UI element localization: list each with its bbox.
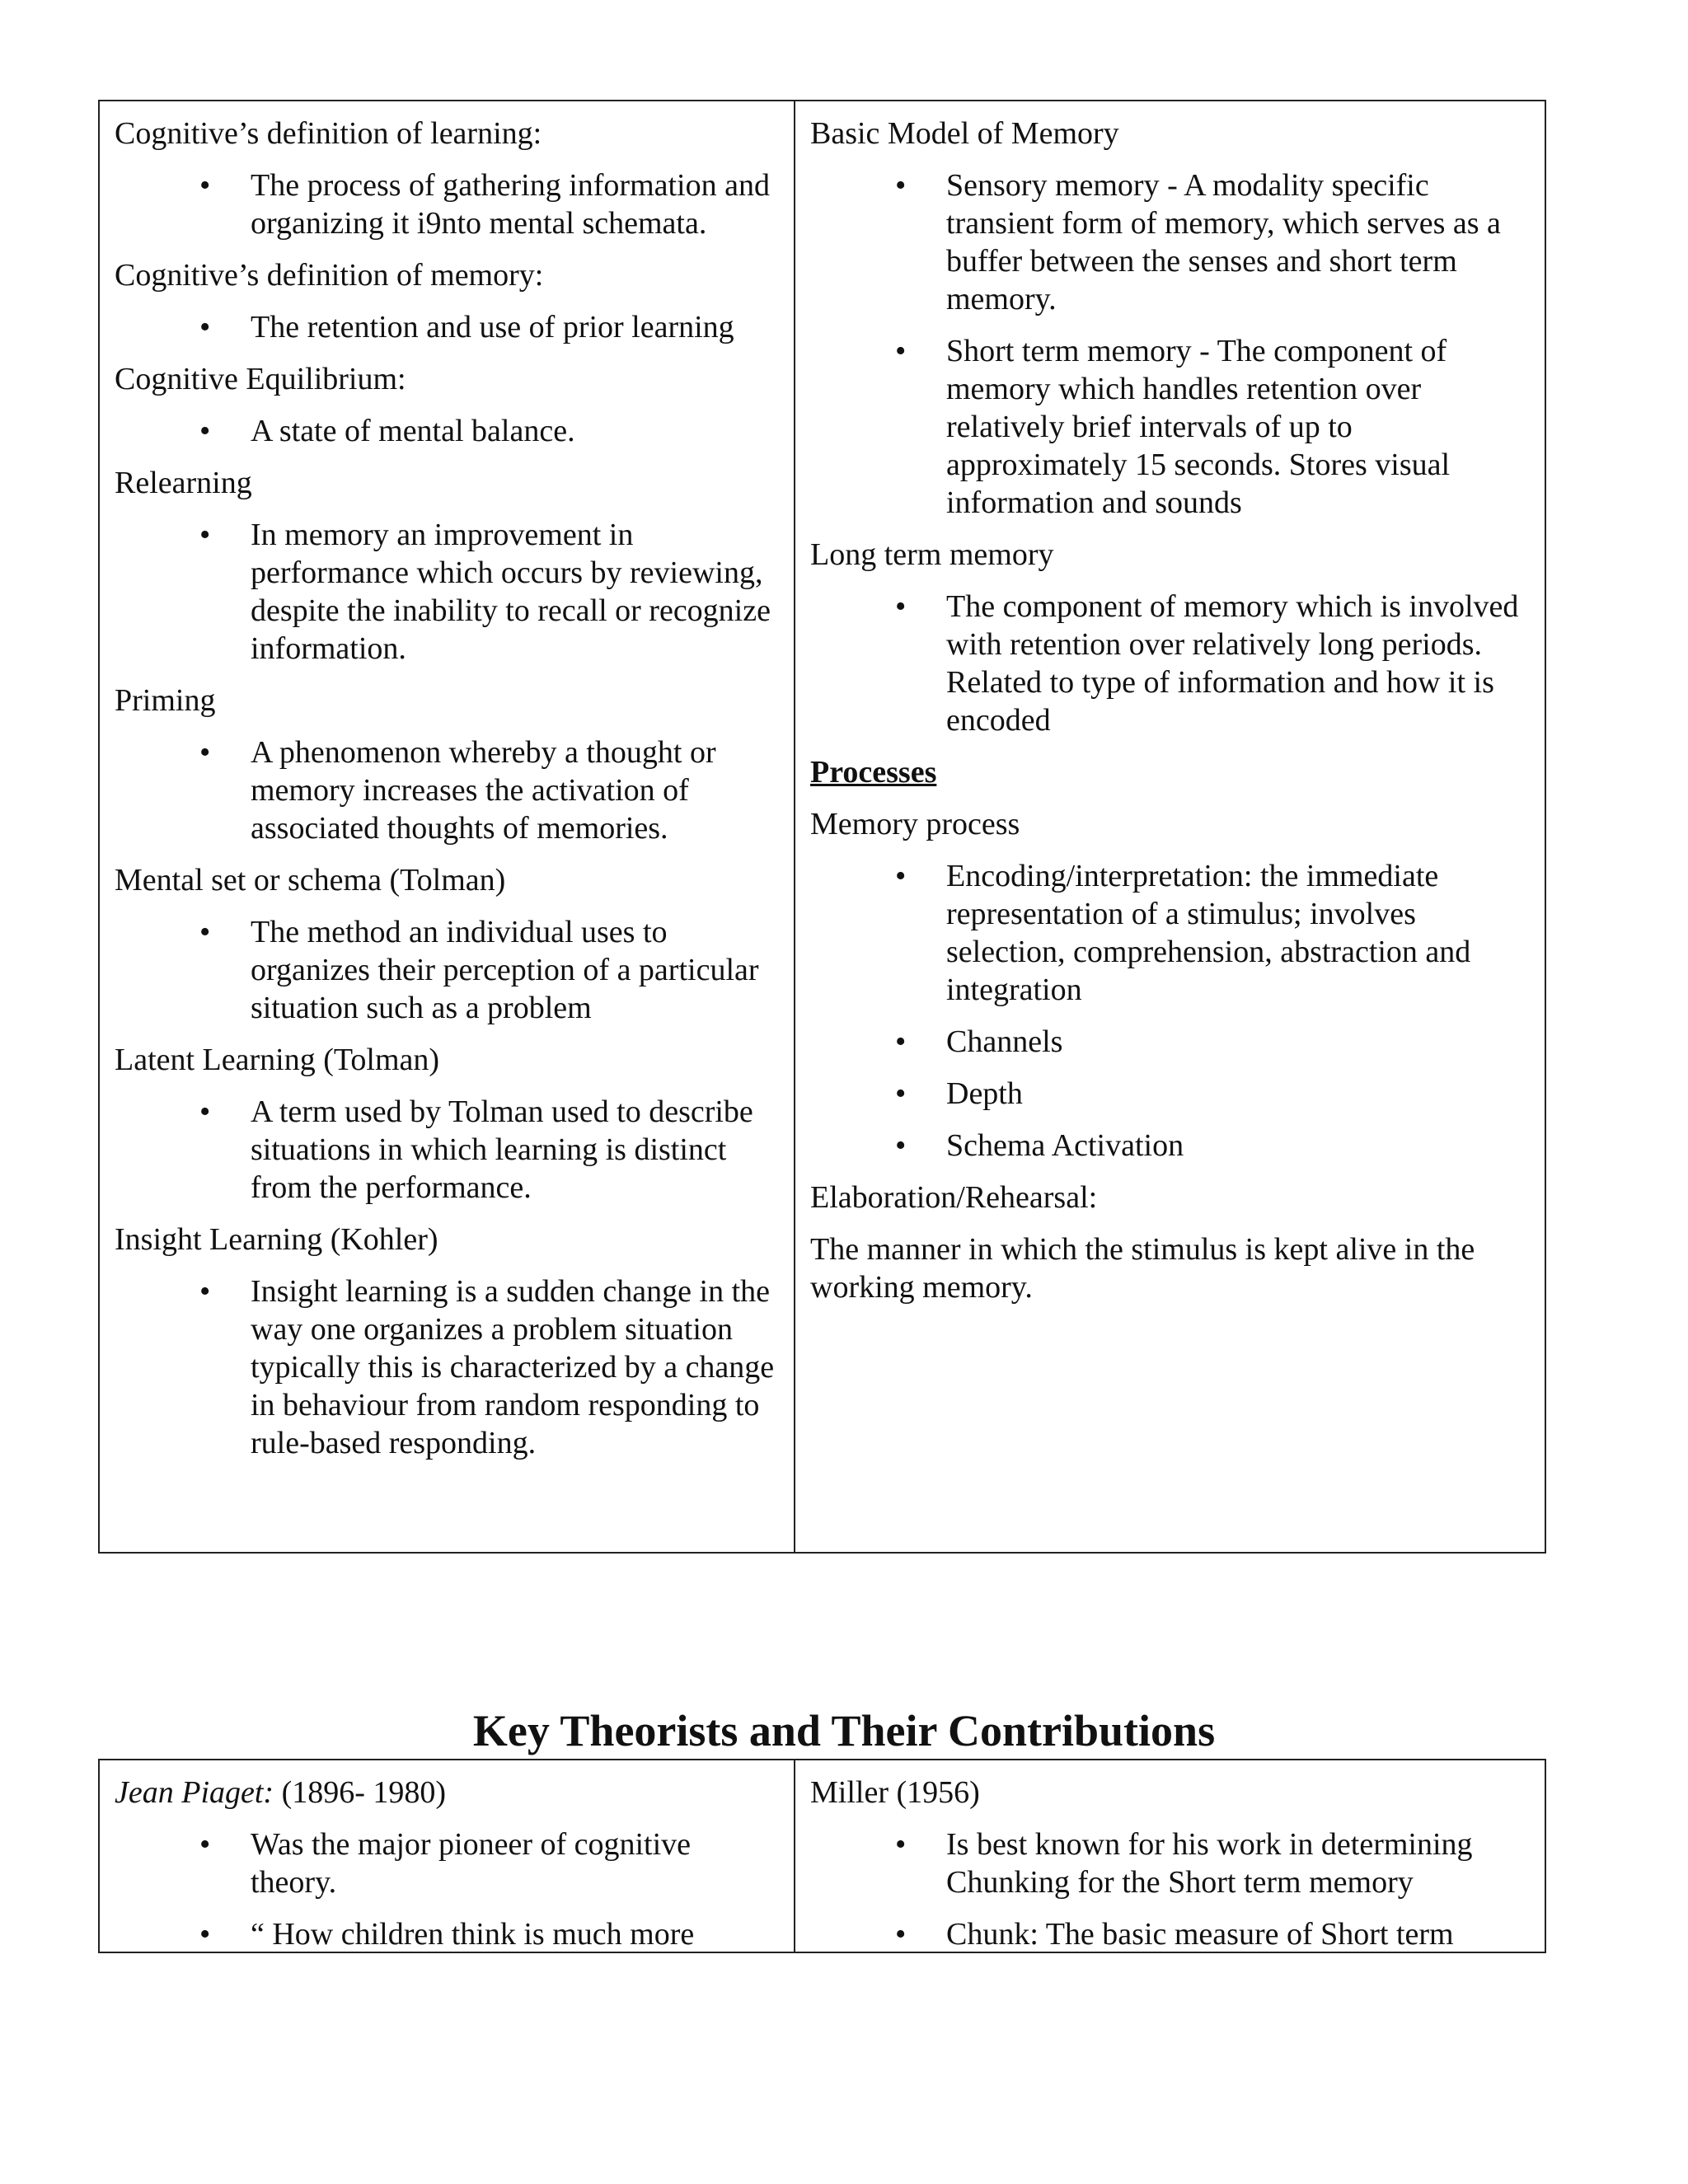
- list-item: • Depth: [810, 1075, 1531, 1113]
- bullet-list: [115, 1272, 781, 1462]
- bullet-list: [115, 166, 781, 242]
- term-memory-definition: Cognitive’s definition of memory:: [115, 258, 544, 293]
- bullet-list: [810, 588, 1531, 739]
- list-item: • The method an individual uses to organizes their perception of a particular situation such as a problem: [115, 913, 781, 1027]
- bullet-list: [115, 1825, 781, 1952]
- list-item: • Insight learning is a sudden change in the way one organizes a problem situation typically this is characterized by a change in behaviour from random responding to rule-based responding.: [115, 1272, 781, 1462]
- list-item: • Short term memory - The component of memory which handles retention over relatively brief intervals of up to approximately 15 seconds. Stores visual information and sounds: [810, 332, 1531, 522]
- bullet-list: [810, 857, 1531, 1165]
- definitions-left-cell: [100, 101, 795, 1552]
- list-item: • In memory an improvement in performance which occurs by reviewing, despite the inability to recall or recognize information.: [115, 516, 781, 668]
- theorist-name: Jean Piaget:: [115, 1775, 274, 1810]
- list-item: • A term used by Tolman used to describe situations in which learning is distinct from the performance.: [115, 1093, 781, 1207]
- bullet-list: [115, 733, 781, 847]
- list-item: • Chunk: The basic measure of Short term: [810, 1915, 1531, 1952]
- elaboration-text: The manner in which the stimulus is kept alive in the working memory.: [810, 1232, 1475, 1305]
- theorist-heading: [115, 1774, 781, 1811]
- bullet-list: [810, 166, 1531, 522]
- section-title: Key Theorists and Their Contributions: [472, 1706, 1216, 1755]
- list-item: • “ How children think is much more: [115, 1915, 781, 1952]
- list-item: • The retention and use of prior learning: [115, 308, 781, 346]
- long-term-memory-title: Long term memory: [810, 537, 1054, 572]
- term-insight-learning: Insight Learning (Kohler): [115, 1222, 438, 1257]
- term-mental-set: Mental set or schema (Tolman): [115, 863, 506, 898]
- list-item: • Schema Activation: [810, 1127, 1531, 1165]
- list-item: • Sensory memory - A modality specific transient form of memory, which serves as a buffer between the senses and short term memory.: [810, 166, 1531, 318]
- miller-cell: [795, 1760, 1545, 1952]
- memory-model-right-cell: [795, 101, 1545, 1552]
- theorists-table: [98, 1759, 1546, 1953]
- bullet-list: [115, 516, 781, 668]
- list-item: • A phenomenon whereby a thought or memory increases the activation of associated thoughts of memories.: [115, 733, 781, 847]
- piaget-cell: [100, 1760, 795, 1952]
- definitions-table: [98, 100, 1546, 1554]
- list-item: • The process of gathering information and organizing it i9nto mental schemata.: [115, 166, 781, 242]
- bullet-list: [115, 913, 781, 1027]
- bullet-list: [115, 1093, 781, 1207]
- bullet-list: [115, 308, 781, 346]
- basic-model-title: Basic Model of Memory: [810, 116, 1119, 151]
- list-item: • A state of mental balance.: [115, 412, 781, 450]
- list-item: • The component of memory which is involved with retention over relatively long periods. Related to type of information and how it is encoded: [810, 588, 1531, 739]
- elaboration-title: Elaboration/Rehearsal:: [810, 1180, 1098, 1215]
- term-latent-learning: Latent Learning (Tolman): [115, 1043, 440, 1077]
- term-relearning: Relearning: [115, 466, 252, 500]
- theorist-years: (1896- 1980): [274, 1775, 447, 1810]
- list-item: • Was the major pioneer of cognitive theory.: [115, 1825, 781, 1901]
- list-item: • Is best known for his work in determining Chunking for the Short term memory: [810, 1825, 1531, 1901]
- list-item: • Channels: [810, 1023, 1531, 1061]
- term-cognitive-equilibrium: Cognitive Equilibrium:: [115, 362, 406, 396]
- processes-heading: Processes: [810, 755, 937, 790]
- term-learning-definition: Cognitive’s definition of learning:: [115, 116, 542, 151]
- theorist-heading: Miller (1956): [810, 1775, 980, 1810]
- memory-process-title: Memory process: [810, 807, 1020, 841]
- bullet-list: [810, 1825, 1531, 1952]
- term-priming: Priming: [115, 683, 216, 718]
- bullet-list: [115, 412, 781, 450]
- list-item: • Encoding/interpretation: the immediate representation of a stimulus; involves selection, comprehension, abstraction and integration: [810, 857, 1531, 1009]
